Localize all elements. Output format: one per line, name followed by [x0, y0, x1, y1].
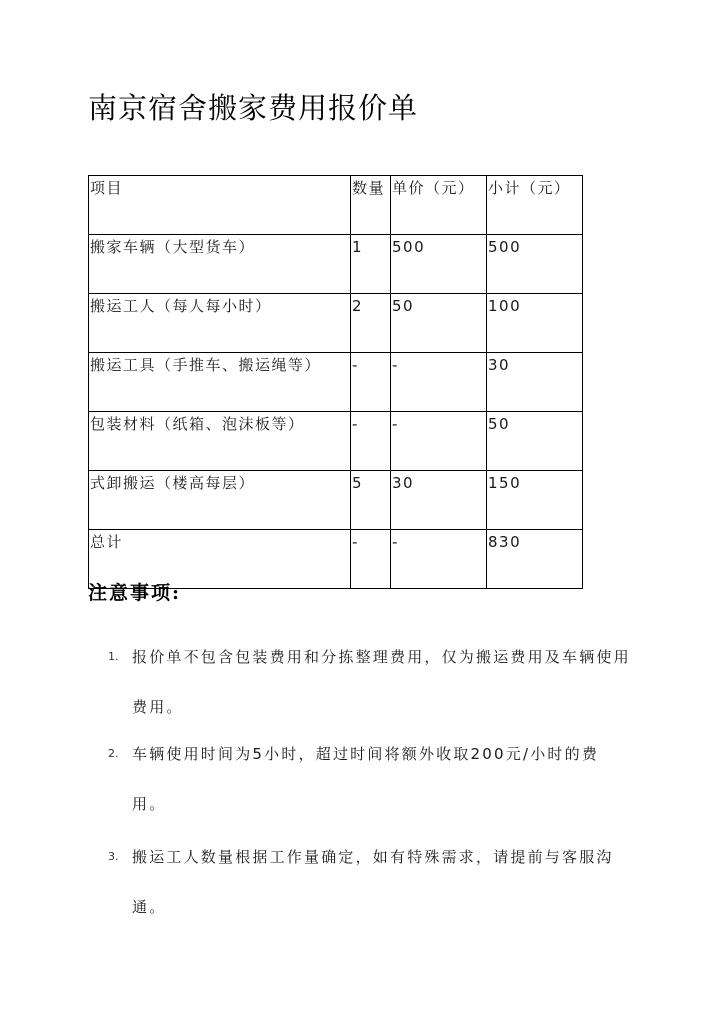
- note-text: 车辆使用时间为5小时，超过时间将额外收取200元/小时的费用。: [132, 745, 600, 813]
- cell-unit-price: -: [391, 530, 487, 589]
- table-row: [89, 412, 583, 471]
- cell-unit-price: -: [391, 353, 487, 412]
- cell-quantity: 1: [351, 235, 391, 294]
- note-text: 报价单不包含包装费用和分拣整理费用，仅为搬运费用及车辆使用费用。: [132, 648, 631, 716]
- note-number: 1.: [108, 650, 119, 663]
- price-quote-table: [88, 175, 583, 589]
- table-row: [89, 471, 583, 530]
- table-header-row: [89, 176, 583, 235]
- cell-item: 式卸搬运（楼高每层）: [89, 471, 351, 530]
- document-title: 南京宿舍搬家费用报价单: [88, 91, 419, 125]
- note-number: 3.: [108, 850, 119, 863]
- cell-unit-price: 30: [391, 471, 487, 530]
- cell-item: 搬运工具（手推车、搬运绳等）: [89, 353, 351, 412]
- cell-unit-price: -: [391, 412, 487, 471]
- notes-heading: 注意事项:: [88, 582, 182, 604]
- header-unit-price: 单价（元）: [391, 176, 487, 235]
- cell-subtotal: 50: [487, 412, 583, 471]
- cell-quantity: -: [351, 353, 391, 412]
- header-item: 项目: [89, 176, 351, 235]
- cell-quantity: 2: [351, 294, 391, 353]
- table-row: [89, 353, 583, 412]
- cell-item: 总计: [89, 530, 351, 589]
- table-row: [89, 294, 583, 353]
- cell-unit-price: 500: [391, 235, 487, 294]
- cell-item: 搬运工人（每人每小时）: [89, 294, 351, 353]
- cell-quantity: -: [351, 412, 391, 471]
- cell-subtotal: 30: [487, 353, 583, 412]
- cell-subtotal: 150: [487, 471, 583, 530]
- cell-subtotal: 830: [487, 530, 583, 589]
- cell-subtotal: 100: [487, 294, 583, 353]
- cell-quantity: -: [351, 530, 391, 589]
- cell-item: 包装材料（纸箱、泡沫板等）: [89, 412, 351, 471]
- note-number: 2.: [108, 747, 119, 760]
- table-row: [89, 235, 583, 294]
- cell-item: 搬家车辆（大型货车）: [89, 235, 351, 294]
- header-quantity: 数量: [351, 176, 391, 235]
- cell-subtotal: 500: [487, 235, 583, 294]
- cell-quantity: 5: [351, 471, 391, 530]
- cell-unit-price: 50: [391, 294, 487, 353]
- header-subtotal: 小计（元）: [487, 176, 583, 235]
- note-text: 搬运工人数量根据工作量确定，如有特殊需求，请提前与客服沟通。: [132, 848, 614, 916]
